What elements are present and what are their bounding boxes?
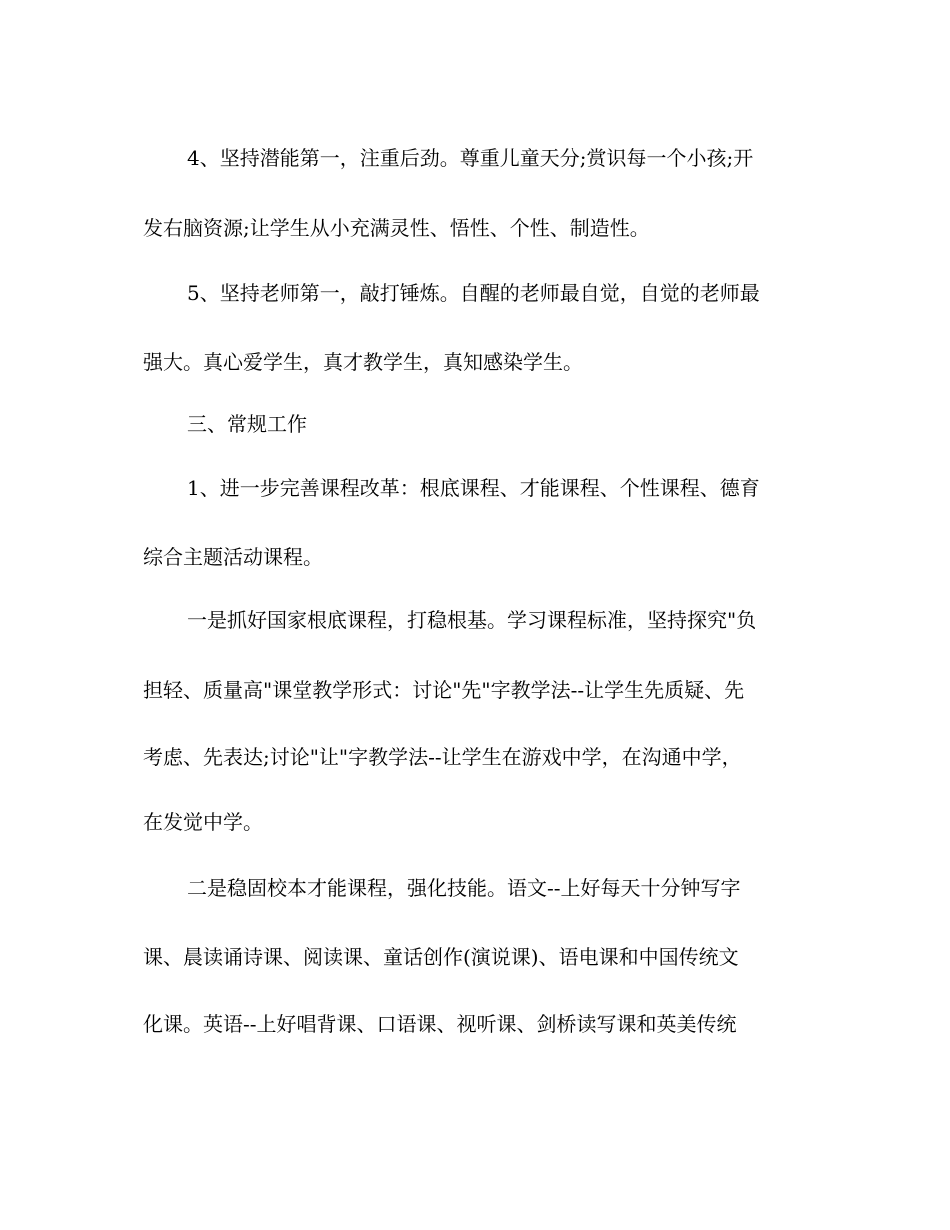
paragraph-4-line-2: 发右脑资源;让学生从小充满灵性、悟性、个性、制造性。 xyxy=(143,216,650,240)
paragraph-school-course-line-1: 二是稳固校本才能课程，强化技能。语文--上好每天十分钟写字 xyxy=(187,876,741,900)
paragraph-4-line-1: 4、坚持潜能第一，注重后劲。尊重儿童天分;赏识每一个小孩;开 xyxy=(187,146,754,170)
paragraph-national-course-line-4: 在发觉中学。 xyxy=(143,810,263,834)
paragraph-national-course-line-3: 考虑、先表达;讨论"让"字教学法--让学生在游戏中学，在沟通中学， xyxy=(143,745,742,769)
section-heading-routine-work: 三、常规工作 xyxy=(187,412,307,436)
paragraph-school-course-line-3: 化课。英语--上好唱背课、口语课、视听课、剑桥读写课和英美传统 xyxy=(143,1012,737,1036)
paragraph-1-line-1: 1、进一步完善课程改革：根底课程、才能课程、个性课程、德育 xyxy=(187,476,760,500)
paragraph-5-line-1: 5、坚持老师第一，敲打锤炼。自醒的老师最自觉，自觉的老师最 xyxy=(187,281,760,305)
paragraph-national-course-line-1: 一是抓好国家根底课程，打稳根基。学习课程标准，坚持探究"负 xyxy=(187,608,757,632)
paragraph-school-course-line-2: 课、晨读诵诗课、阅读课、童话创作(演说课)、语电课和中国传统文 xyxy=(143,945,739,969)
paragraph-national-course-line-2: 担轻、质量高"课堂教学形式：讨论"先"字教学法--让学生先质疑、先 xyxy=(143,678,745,702)
paragraph-1-line-2: 综合主题活动课程。 xyxy=(143,545,323,569)
paragraph-5-line-2: 强大。真心爱学生，真才教学生，真知感染学生。 xyxy=(143,350,583,374)
